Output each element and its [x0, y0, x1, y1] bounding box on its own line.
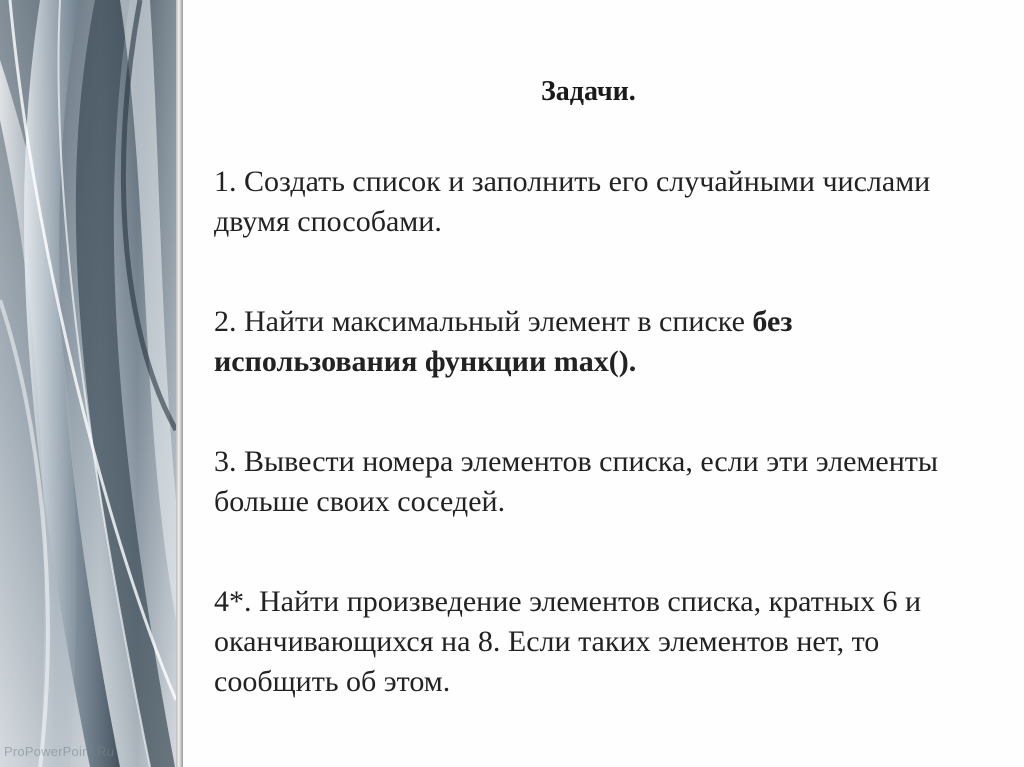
- task-number: 1.: [214, 165, 237, 198]
- watermark-text: ProPowerPoint.Ru: [4, 744, 115, 759]
- task-text: Создать список и заполнить его случайными числами двумя способами.: [214, 165, 931, 238]
- slide-title: Задачи.: [541, 76, 636, 107]
- task-number: 3.: [214, 445, 237, 478]
- task-text: Вывести номера элементов списка, если эти элементы больше своих соседей.: [214, 445, 939, 518]
- task-item-3: [214, 442, 984, 522]
- task-item-1: [214, 162, 984, 242]
- panel-border: [176, 0, 183, 767]
- task-bold-text: без использования функции max().: [214, 305, 793, 378]
- task-number: 2.: [214, 305, 237, 338]
- task-item-4: [214, 582, 984, 702]
- abstract-swirl-graphic: [0, 0, 183, 767]
- decorative-streak-panel: [0, 0, 183, 767]
- task-item-2: [214, 302, 984, 382]
- task-text: Найти произведение элементов списка, кратных 6 и оканчивающихся на 8. Если таких элементов нет, то сообщить об этом.: [214, 585, 922, 698]
- task-number: 4*.: [214, 585, 252, 618]
- task-text: Найти максимальный элемент в списке: [244, 305, 745, 338]
